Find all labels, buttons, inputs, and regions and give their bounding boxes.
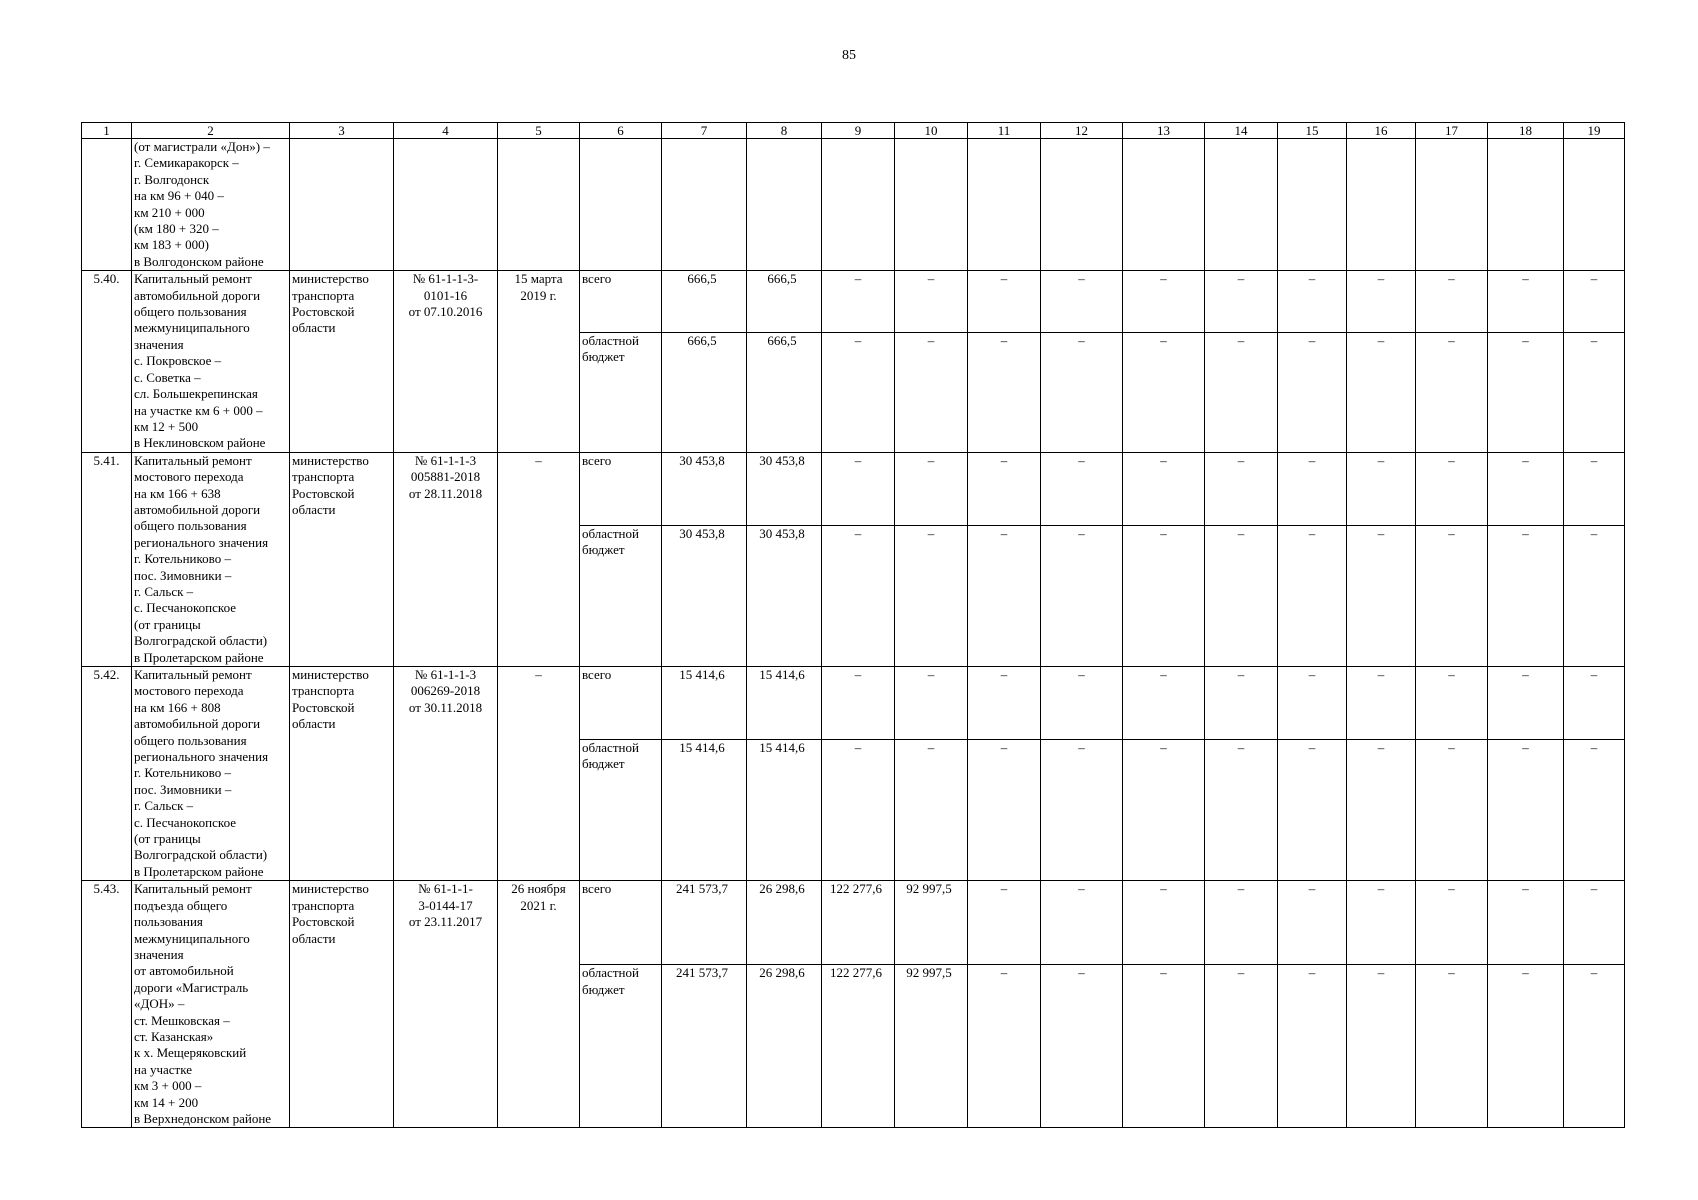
deadline-cell-line: 15 марта (514, 271, 563, 287)
description-cell-line: в Волгодонском районе (134, 253, 264, 269)
customer-cell-line: министерство (292, 667, 369, 682)
description-cell (132, 452, 290, 666)
column-number: 9 (822, 123, 895, 139)
value-cell: – (1347, 965, 1416, 1128)
column-number: 18 (1488, 123, 1564, 139)
entry-number-line: 5.42. (93, 667, 120, 682)
value-cell: – (1347, 667, 1416, 740)
document-cell (394, 271, 498, 452)
column-number: 10 (895, 123, 968, 139)
value-cell: 30 453,8 (747, 452, 822, 525)
empty-cell (1416, 139, 1488, 271)
value-cell: – (1347, 271, 1416, 333)
description-cell-line: на участке км 6 + 000 – (134, 402, 263, 418)
description-cell-line: пос. Зимовники – (134, 567, 232, 583)
value-cell: – (895, 525, 968, 666)
value-cell: – (1205, 525, 1278, 666)
deadline-cell (498, 667, 580, 881)
value-cell: – (1278, 452, 1347, 525)
funding-source-line: областной (582, 739, 639, 755)
description-cell-line: автомобильной дороги (134, 287, 261, 303)
table-row (82, 452, 1625, 525)
column-number: 13 (1123, 123, 1205, 139)
value-cell: – (1416, 271, 1488, 333)
empty-cell (747, 139, 822, 271)
value-cell: – (1205, 452, 1278, 525)
document-cell (394, 667, 498, 881)
value-cell: – (968, 881, 1041, 965)
description-cell-line: г. Сальск – (134, 583, 194, 599)
value-cell: – (1123, 332, 1205, 452)
description-cell-line: значения (134, 336, 184, 352)
description-cell-line: с. Советка – (134, 369, 201, 385)
deadline-cell-line: 26 ноября (511, 881, 566, 897)
description-cell-line: (от магистрали «Дон») – (134, 139, 270, 154)
value-cell: – (1041, 525, 1123, 666)
funding-source-line: всего (582, 667, 612, 682)
description-cell-line: общего пользования (134, 518, 247, 534)
num-cell (82, 139, 132, 271)
description-cell-line: Капитальный ремонт (134, 667, 252, 682)
value-cell: – (1041, 965, 1123, 1128)
entry-number (82, 452, 132, 666)
value-cell: – (1278, 525, 1347, 666)
column-number: 17 (1416, 123, 1488, 139)
value-cell: 666,5 (662, 332, 747, 452)
value-cell: 122 277,6 (822, 881, 895, 965)
description-cell-line: общего пользования (134, 304, 247, 320)
budget-table (81, 122, 1625, 1128)
value-cell: – (1278, 881, 1347, 965)
description-cell-line: подъезда общего (134, 897, 228, 913)
value-cell: 15 414,6 (747, 667, 822, 740)
entry-number-line: 5.40. (93, 271, 120, 287)
value-cell: – (1123, 667, 1205, 740)
value-cell: – (968, 332, 1041, 452)
value-cell: – (1564, 881, 1625, 965)
description-cell-line: «ДОН» – (134, 996, 185, 1012)
value-cell: – (1347, 881, 1416, 965)
description-cell (132, 881, 290, 1128)
description-cell-line: сл. Большекрепинская (134, 386, 258, 402)
value-cell: 666,5 (662, 271, 747, 333)
value-cell: – (1416, 881, 1488, 965)
column-number: 6 (580, 123, 662, 139)
value-cell: – (968, 525, 1041, 666)
description-cell-line: г. Котельниково – (134, 765, 231, 781)
document-cell (394, 452, 498, 666)
entry-number (82, 271, 132, 452)
value-cell: – (1488, 332, 1564, 452)
column-number: 3 (290, 123, 394, 139)
description-cell-line: в Верхнедонском районе (134, 1110, 272, 1126)
description-cell-line: на км 166 + 808 (134, 699, 221, 715)
description-cell-line: с. Песчанокопское (134, 600, 236, 616)
column-number: 14 (1205, 123, 1278, 139)
value-cell: – (1278, 332, 1347, 452)
value-cell: – (1123, 452, 1205, 525)
description-cell-line: автомобильной дороги (134, 501, 261, 517)
value-cell: – (1564, 332, 1625, 452)
funding-source (580, 739, 662, 880)
customer-cell-line: области (292, 501, 336, 517)
customer-cell (290, 881, 394, 1128)
value-cell: – (1416, 452, 1488, 525)
description-cell-line: г. Котельниково – (134, 551, 231, 567)
empty-cell (498, 139, 580, 271)
value-cell: – (1488, 452, 1564, 525)
value-cell: – (1278, 965, 1347, 1128)
value-cell: 30 453,8 (747, 525, 822, 666)
value-cell: – (1416, 667, 1488, 740)
entry-number (82, 667, 132, 881)
value-cell: – (895, 332, 968, 452)
document-cell-line: 3-0144-17 (418, 897, 473, 913)
deadline-cell-line: 2021 г. (520, 897, 557, 913)
description-cell-line: Волгоградской области) (134, 847, 268, 863)
value-cell: – (1416, 332, 1488, 452)
value-cell: – (1488, 965, 1564, 1128)
document-cell-line: № 61-1-1-3- (412, 271, 479, 287)
value-cell: – (1416, 965, 1488, 1128)
value-cell: – (895, 452, 968, 525)
value-cell: – (968, 271, 1041, 333)
description-cell-line: (от границы (134, 616, 201, 632)
empty-cell (394, 139, 498, 271)
value-cell: – (968, 965, 1041, 1128)
column-number-row (82, 123, 1625, 139)
value-cell: – (1564, 667, 1625, 740)
description-cell-line: пользования (134, 914, 203, 930)
description-cell-line: к х. Мещеряковский (134, 1045, 247, 1061)
value-cell: – (1488, 271, 1564, 333)
customer-cell-line: Ростовской (292, 304, 355, 320)
description-cell-line: в Пролетарском районе (134, 649, 264, 665)
deadline-cell-line: 2019 г. (520, 287, 557, 303)
empty-cell (662, 139, 747, 271)
description-cell-line: мостового перехода (134, 469, 244, 485)
value-cell: – (895, 739, 968, 880)
description-cell-line: на км 96 + 040 – (134, 188, 224, 204)
value-cell: 666,5 (747, 332, 822, 452)
value-cell: 30 453,8 (662, 452, 747, 525)
table-row (82, 667, 1625, 740)
empty-cell (1564, 139, 1625, 271)
funding-source-line: всего (582, 452, 612, 468)
value-cell: 241 573,7 (662, 965, 747, 1128)
description-cell-line: км 12 + 500 (134, 418, 199, 434)
value-cell: – (822, 452, 895, 525)
empty-cell (1488, 139, 1564, 271)
description-cell-line: общего пользования (134, 732, 247, 748)
value-cell: – (822, 271, 895, 333)
customer-cell-line: области (292, 930, 336, 946)
value-cell: – (1488, 881, 1564, 965)
column-number: 8 (747, 123, 822, 139)
customer-cell-line: Ростовской (292, 485, 355, 501)
empty-cell (895, 139, 968, 271)
value-cell: – (1488, 739, 1564, 880)
entry-number-line: 5.43. (93, 881, 120, 897)
funding-source (580, 881, 662, 965)
funding-source-line: бюджет (582, 981, 625, 997)
column-number: 5 (498, 123, 580, 139)
funding-source-line: областной (582, 525, 639, 541)
value-cell: – (1041, 271, 1123, 333)
value-cell: 26 298,6 (747, 881, 822, 965)
value-cell: – (1123, 881, 1205, 965)
value-cell: – (1564, 452, 1625, 525)
customer-cell-line: области (292, 320, 336, 336)
empty-cell (822, 139, 895, 271)
value-cell: – (1564, 271, 1625, 333)
empty-cell (290, 139, 394, 271)
funding-source-line: бюджет (582, 756, 625, 772)
empty-cell (580, 139, 662, 271)
description-cell-line: г. Семикаракорск – (134, 155, 239, 171)
value-cell: – (1041, 667, 1123, 740)
value-cell: – (1205, 965, 1278, 1128)
value-cell: – (1205, 667, 1278, 740)
description-cell-line: в Неклиновском районе (134, 435, 266, 451)
description-cell-line: (от границы (134, 831, 201, 847)
value-cell: – (1041, 881, 1123, 965)
value-cell: 92 997,5 (895, 965, 968, 1128)
value-cell: – (1564, 525, 1625, 666)
customer-cell-line: области (292, 716, 336, 732)
document-cell-line: 0101-16 (423, 287, 468, 303)
description-cell-line: межмуниципального (134, 930, 250, 946)
value-cell: – (1205, 271, 1278, 333)
description-cell-line: с. Покровское – (134, 353, 222, 369)
description-cell-line: автомобильной дороги (134, 716, 261, 732)
empty-cell (1041, 139, 1123, 271)
value-cell: – (895, 667, 968, 740)
funding-source-line: всего (582, 881, 612, 897)
value-cell: – (822, 525, 895, 666)
description-cell (132, 139, 290, 271)
table-row (82, 271, 1625, 333)
value-cell: – (822, 667, 895, 740)
description-cell-line: регионального значения (134, 749, 269, 765)
column-number: 11 (968, 123, 1041, 139)
value-cell: 15 414,6 (662, 739, 747, 880)
value-cell: – (1123, 965, 1205, 1128)
value-cell: – (1347, 739, 1416, 880)
customer-cell (290, 667, 394, 881)
funding-source (580, 452, 662, 525)
document-cell (394, 881, 498, 1128)
value-cell: – (1278, 739, 1347, 880)
column-number: 7 (662, 123, 747, 139)
funding-source (580, 332, 662, 452)
customer-cell-line: Ростовской (292, 699, 355, 715)
description-cell-line: км 14 + 200 (134, 1094, 199, 1110)
description-cell-line: км 183 + 000) (134, 237, 209, 253)
deadline-cell (498, 452, 580, 666)
value-cell: – (1347, 452, 1416, 525)
deadline-cell (498, 881, 580, 1128)
description-cell-line: км 3 + 000 – (134, 1078, 202, 1094)
value-cell: – (1564, 965, 1625, 1128)
value-cell: – (1488, 525, 1564, 666)
value-cell: – (1488, 667, 1564, 740)
empty-cell (1123, 139, 1205, 271)
value-cell: – (1123, 739, 1205, 880)
value-cell: – (1205, 739, 1278, 880)
customer-cell-line: министерство (292, 452, 369, 468)
column-number: 4 (394, 123, 498, 139)
value-cell: – (1041, 739, 1123, 880)
description-cell-line: Капитальный ремонт (134, 271, 252, 287)
column-number: 1 (82, 123, 132, 139)
customer-cell-line: транспорта (292, 683, 355, 699)
value-cell: 26 298,6 (747, 965, 822, 1128)
column-number: 19 (1564, 123, 1625, 139)
description-cell-line: на участке (134, 1061, 192, 1077)
deadline-cell-line: – (535, 667, 542, 682)
description-cell-line: с. Песчанокопское (134, 814, 236, 830)
description-cell-line: на км 166 + 638 (134, 485, 221, 501)
page-number: 85 (842, 48, 856, 63)
funding-source (580, 271, 662, 333)
table-row (82, 881, 1625, 965)
description-cell-line: Волгоградской области) (134, 633, 268, 649)
entry-number (82, 881, 132, 1128)
document-cell-line: 005881-2018 (410, 469, 481, 485)
empty-cell (1278, 139, 1347, 271)
description-cell-line: ст. Казанская» (134, 1028, 214, 1044)
value-cell: – (1347, 525, 1416, 666)
document-cell-line: от 28.11.2018 (408, 485, 483, 501)
document-cell-line: № 61-1-1-3 (414, 452, 477, 468)
document-cell-line: от 30.11.2018 (408, 699, 483, 715)
description-cell-line: г. Волгодонск (134, 171, 210, 187)
value-cell: – (895, 271, 968, 333)
description-cell-line: ст. Мешковская – (134, 1012, 230, 1028)
value-cell: – (1564, 739, 1625, 880)
value-cell: – (1347, 332, 1416, 452)
description-cell-line: Капитальный ремонт (134, 452, 252, 468)
funding-source-line: бюджет (582, 349, 625, 365)
customer-cell (290, 271, 394, 452)
customer-cell-line: Ростовской (292, 914, 355, 930)
description-cell-line: дороги «Магистраль (134, 979, 249, 995)
funding-source-line: областной (582, 965, 639, 981)
description-cell-line: межмуниципального (134, 320, 250, 336)
description-cell-line: Капитальный ремонт (134, 881, 252, 897)
empty-cell (1205, 139, 1278, 271)
value-cell: – (1123, 525, 1205, 666)
description-cell (132, 667, 290, 881)
value-cell: 15 414,6 (747, 739, 822, 880)
funding-source-line: областной (582, 332, 639, 348)
description-cell-line: км 210 + 000 (134, 204, 205, 220)
column-number: 15 (1278, 123, 1347, 139)
description-cell-line: г. Сальск – (134, 798, 194, 814)
value-cell: 122 277,6 (822, 965, 895, 1128)
customer-cell-line: транспорта (292, 287, 355, 303)
value-cell: – (968, 452, 1041, 525)
funding-source-line: бюджет (582, 541, 625, 557)
value-cell: 92 997,5 (895, 881, 968, 965)
customer-cell-line: транспорта (292, 897, 355, 913)
description-cell (132, 271, 290, 452)
customer-cell-line: министерство (292, 881, 369, 897)
deadline-cell (498, 271, 580, 452)
value-cell: – (822, 739, 895, 880)
value-cell: 30 453,8 (662, 525, 747, 666)
value-cell: – (1278, 271, 1347, 333)
value-cell: 241 573,7 (662, 881, 747, 965)
value-cell: 15 414,6 (662, 667, 747, 740)
description-cell-line: в Пролетарском районе (134, 863, 264, 879)
customer-cell (290, 452, 394, 666)
funding-source (580, 525, 662, 666)
funding-source-line: всего (582, 271, 612, 287)
value-cell: – (1205, 881, 1278, 965)
value-cell: – (1416, 525, 1488, 666)
document-cell-line: от 23.11.2017 (408, 914, 483, 930)
value-cell: – (968, 667, 1041, 740)
empty-cell (968, 139, 1041, 271)
continuation-row (82, 139, 1625, 271)
customer-cell-line: министерство (292, 271, 369, 287)
description-cell-line: от автомобильной (134, 963, 234, 979)
column-number: 16 (1347, 123, 1416, 139)
column-number: 2 (132, 123, 290, 139)
value-cell: – (822, 332, 895, 452)
description-cell-line: регионального значения (134, 534, 269, 550)
description-cell-line: значения (134, 946, 184, 962)
value-cell: – (1041, 452, 1123, 525)
funding-source (580, 667, 662, 740)
document-cell-line: № 61-1-1- (418, 881, 473, 897)
document-cell-line: 006269-2018 (410, 683, 481, 699)
empty-cell (1347, 139, 1416, 271)
deadline-cell-line: – (535, 452, 542, 468)
description-cell-line: пос. Зимовники – (134, 781, 232, 797)
document-cell-line: от 07.10.2016 (408, 304, 483, 320)
funding-source (580, 965, 662, 1128)
value-cell: – (1278, 667, 1347, 740)
entry-number-line: 5.41. (93, 452, 120, 468)
value-cell: – (1205, 332, 1278, 452)
customer-cell-line: транспорта (292, 469, 355, 485)
description-cell-line: (км 180 + 320 – (134, 221, 219, 237)
value-cell: 666,5 (747, 271, 822, 333)
value-cell: – (1041, 332, 1123, 452)
description-cell-line: мостового перехода (134, 683, 244, 699)
value-cell: – (1123, 271, 1205, 333)
column-number: 12 (1041, 123, 1123, 139)
document-cell-line: № 61-1-1-3 (414, 667, 477, 682)
value-cell: – (1416, 739, 1488, 880)
value-cell: – (968, 739, 1041, 880)
